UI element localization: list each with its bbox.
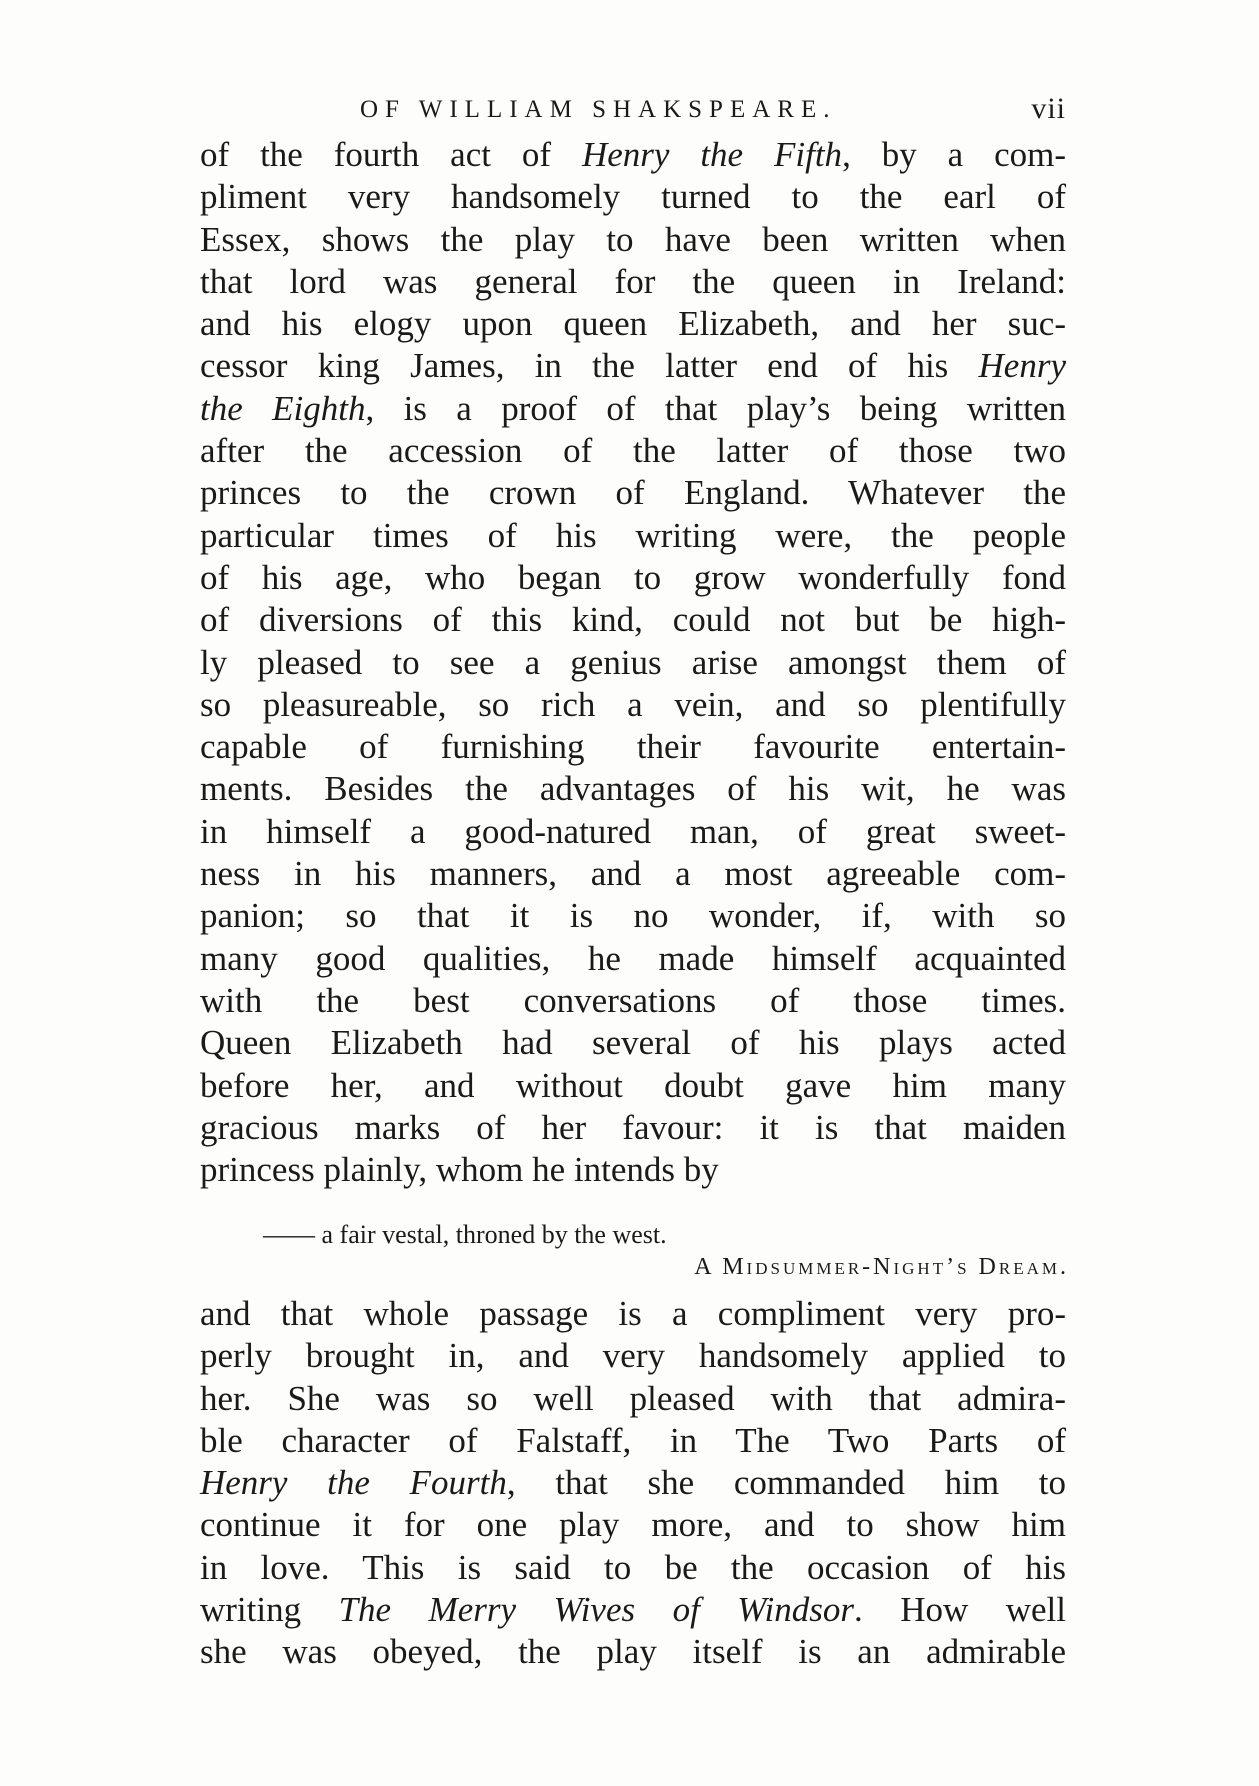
text-line (200, 1022, 1066, 1064)
text-line (200, 768, 1066, 810)
text-line (200, 726, 1066, 768)
text-line (200, 557, 1066, 599)
text-line (200, 1631, 1066, 1673)
text-run: of his age, who began to grow wonderfully fond (200, 557, 1066, 597)
text-line (200, 811, 1066, 853)
text-run: princes to the crown of England. Whatever the (200, 473, 1066, 513)
italic-title: Henry (978, 346, 1066, 386)
text-line (200, 1149, 1066, 1191)
text-line (200, 1293, 1066, 1335)
text-line (200, 388, 1066, 430)
text-run: gracious marks of her favour: it is that maiden (200, 1107, 1066, 1147)
text-line (200, 1335, 1066, 1377)
text-line (200, 1547, 1066, 1589)
text-line (200, 895, 1066, 937)
text-line (200, 515, 1066, 557)
text-line (200, 261, 1066, 303)
text-line (200, 642, 1066, 684)
text-run: continue it for one play more, and to show him (200, 1505, 1066, 1545)
page-number: vii (1031, 92, 1066, 125)
text-run: and that whole passage is a compliment very pro- (200, 1294, 1066, 1333)
text-run: princess plainly, whom he intends by (200, 1150, 719, 1190)
text-run: she was obeyed, the play itself is an admirable (200, 1632, 1066, 1672)
text-run: , that she commanded him to (506, 1463, 1066, 1503)
text-run: Queen Elizabeth had several of his plays acted (200, 1023, 1066, 1063)
text-line (200, 345, 1066, 387)
text-run: , is a proof of that play’s being written (365, 388, 1066, 428)
text-line (200, 430, 1066, 472)
text-run: Essex, shows the play to have been written when (200, 219, 1066, 259)
text-line (200, 938, 1066, 980)
text-run: that lord was general for the queen in Ireland: (200, 261, 1066, 301)
text-run: ly pleased to see a genius arise amongst them of (200, 642, 1066, 682)
text-run: perly brought in, and very handsomely applied to (200, 1336, 1066, 1376)
quotation-source: A Midsummer-Night’s Dream. (694, 1254, 1069, 1280)
text-run: ble character of Falstaff, in The Two Parts of (200, 1420, 1066, 1460)
text-run: in love. This is said to be the occasion of his (200, 1547, 1066, 1587)
running-title: OF WILLIAM SHAKSPEARE. (360, 96, 837, 123)
italic-title: Henry the Fifth (581, 135, 843, 174)
text-line (200, 1065, 1066, 1107)
italic-title: Henry the Fourth (200, 1463, 507, 1503)
text-run: her. She was so well pleased with that admira- (200, 1378, 1066, 1418)
text-line (200, 1462, 1066, 1504)
text-line (200, 303, 1066, 345)
text-line (200, 1504, 1066, 1546)
text-run: . How well (853, 1590, 1066, 1630)
text-line (200, 599, 1066, 641)
text-run: many good qualities, he made himself acquainted (200, 938, 1066, 978)
text-run: pliment very handsomely turned to the earl of (200, 177, 1066, 217)
text-run: ments. Besides the advantages of his wit, he was (200, 769, 1066, 809)
text-line (200, 853, 1066, 895)
text-run: particular times of his writing were, the people (200, 515, 1066, 555)
text-run: so pleasureable, so rich a vein, and so plentifully (200, 684, 1066, 724)
text-run: of the fourth act of (200, 135, 582, 174)
paragraph-2 (200, 1293, 1066, 1674)
italic-title: the Eighth (200, 388, 366, 428)
paragraph-1 (200, 134, 1066, 1191)
text-run: and his elogy upon queen Elizabeth, and her suc- (200, 304, 1066, 344)
text-run: capable of furnishing their favourite entertain- (200, 727, 1066, 767)
text-line (200, 472, 1066, 514)
text-run: after the accession of the latter of those two (200, 431, 1066, 471)
text-line (200, 1420, 1066, 1462)
text-line (200, 980, 1066, 1022)
text-run: writing (200, 1590, 339, 1630)
text-run: cessor king James, in the latter end of his (200, 346, 979, 386)
text-run: in himself a good-natured man, of great sweet- (200, 811, 1066, 851)
text-line (200, 1378, 1066, 1420)
text-run: , by a com- (842, 135, 1066, 174)
text-run: panion; so that it is no wonder, if, with so (200, 896, 1066, 936)
text-run: of diversions of this kind, could not but be high- (200, 600, 1066, 640)
italic-title: The Merry Wives of Windsor (338, 1590, 854, 1630)
text-line (200, 219, 1066, 261)
running-head (200, 92, 1066, 136)
text-line (200, 176, 1066, 218)
text-line (200, 1107, 1066, 1149)
text-run: ness in his manners, and a most agreeable com- (200, 854, 1066, 894)
text-run: before her, and without doubt gave him many (200, 1065, 1066, 1105)
text-line (200, 134, 1066, 176)
text-run: with the best conversations of those times. (200, 980, 1066, 1020)
quotation-line: —— a fair vestal, throned by the west. (263, 1220, 667, 1249)
text-line (200, 1589, 1066, 1631)
text-line (200, 684, 1066, 726)
